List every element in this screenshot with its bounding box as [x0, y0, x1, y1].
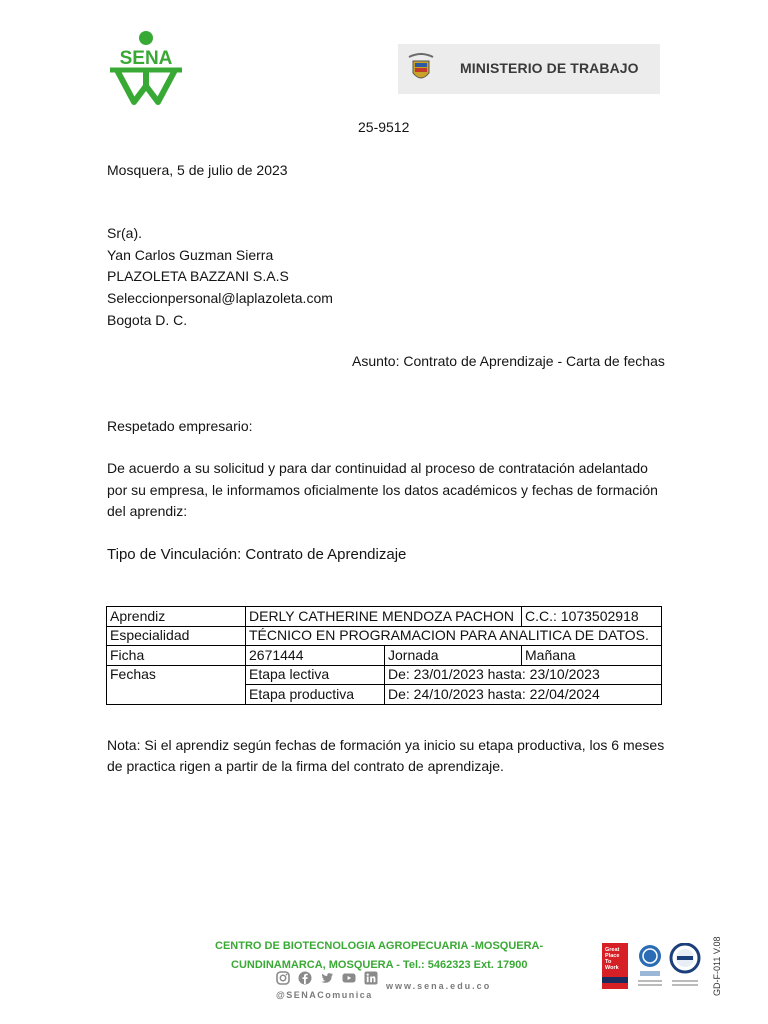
table-cell: De: 24/10/2023 hasta: 22/04/2024 — [385, 685, 662, 705]
recipient-salutation: Sr(a). — [107, 225, 142, 241]
table-cell: Mañana — [522, 646, 662, 666]
coat-of-arms-icon — [406, 53, 436, 85]
ministry-header — [398, 44, 660, 94]
recipient-email: Seleccionpersonal@laplazoleta.com — [107, 290, 333, 306]
body-line: por su empresa, le informamos oficialmente los datos académicos y fechas de formación — [107, 482, 658, 498]
linkedin-icon[interactable] — [364, 971, 378, 985]
website-link[interactable]: www.sena.edu.co — [386, 981, 492, 991]
svg-text:GD-F-011 V.08: GD-F-011 V.08 — [712, 936, 722, 996]
ministry-name: MINISTERIO DE TRABAJO — [460, 60, 639, 76]
note-line: de practica rigen a partir de la firma del contrato de aprendizaje. — [107, 758, 504, 774]
table-cell: TÉCNICO EN PROGRAMACION PARA ANALITICA DE DATOS. — [246, 626, 662, 646]
svg-text:Great: Great — [605, 947, 620, 953]
reference-number: 25-9512 — [358, 119, 410, 135]
table-cell: C.C.: 1073502918 — [522, 607, 662, 627]
svg-text:Work: Work — [605, 965, 619, 971]
table-cell: Aprendiz — [107, 607, 246, 627]
youtube-icon[interactable] — [342, 971, 356, 985]
iqnet-badge — [668, 943, 702, 989]
instagram-icon[interactable] — [276, 971, 290, 985]
recipient-company: PLAZOLETA BAZZANI S.A.S — [107, 268, 289, 284]
table-cell: Especialidad — [107, 626, 246, 646]
note-line: Nota: Si el aprendiz según fechas de formación ya inicio su etapa productiva, los 6 meses — [107, 737, 665, 753]
letter-subject: Asunto: Contrato de Aprendizaje - Carta de fechas — [352, 353, 665, 369]
body-line: De acuerdo a su solicitud y para dar continuidad al proceso de contratación adelantado — [107, 460, 648, 476]
letter-date: Mosquera, 5 de julio de 2023 — [107, 162, 288, 178]
table-cell: DERLY CATHERINE MENDOZA PACHON — [246, 607, 522, 627]
table-cell: Ficha — [107, 646, 246, 666]
letter-greeting: Respetado empresario: — [107, 418, 253, 434]
table-row — [107, 665, 662, 685]
svg-text:To: To — [605, 959, 612, 965]
icontec-badge — [636, 943, 664, 989]
svg-text:SENA: SENA — [119, 48, 173, 69]
table-row — [107, 626, 662, 646]
body-line: del aprendiz: — [107, 503, 188, 519]
social-handle: @SENAComunica — [276, 990, 373, 1000]
vinculacion-type: Tipo de Vinculación: Contrato de Aprendizaje — [107, 546, 407, 563]
twitter-icon[interactable] — [320, 971, 334, 985]
table-cell: Etapa lectiva — [246, 665, 385, 685]
great-place-to-work-badge — [602, 943, 628, 989]
table-cell: Etapa productiva — [246, 685, 385, 705]
table-row — [107, 646, 662, 666]
apprentice-table — [106, 606, 662, 705]
table-cell: Jornada — [385, 646, 522, 666]
footer-address-line: CENTRO DE BIOTECNOLOGIA AGROPECUARIA -MOSQUERA- — [215, 940, 544, 952]
document-code — [700, 930, 730, 1000]
footer-address-line: CUNDINAMARCA, MOSQUERA - Tel.: 5462323 Ext. 17900 — [231, 959, 528, 971]
recipient-name: Yan Carlos Guzman Sierra — [107, 247, 274, 263]
facebook-icon[interactable] — [298, 971, 312, 985]
social-links — [276, 971, 378, 987]
table-cell: 2671444 — [246, 646, 385, 666]
table-cell: Fechas — [107, 665, 246, 704]
svg-text:Place: Place — [605, 953, 620, 959]
table-cell: De: 23/01/2023 hasta: 23/10/2023 — [385, 665, 662, 685]
table-row — [107, 607, 662, 627]
sena-logo — [104, 30, 188, 106]
recipient-city: Bogota D. C. — [107, 312, 188, 328]
